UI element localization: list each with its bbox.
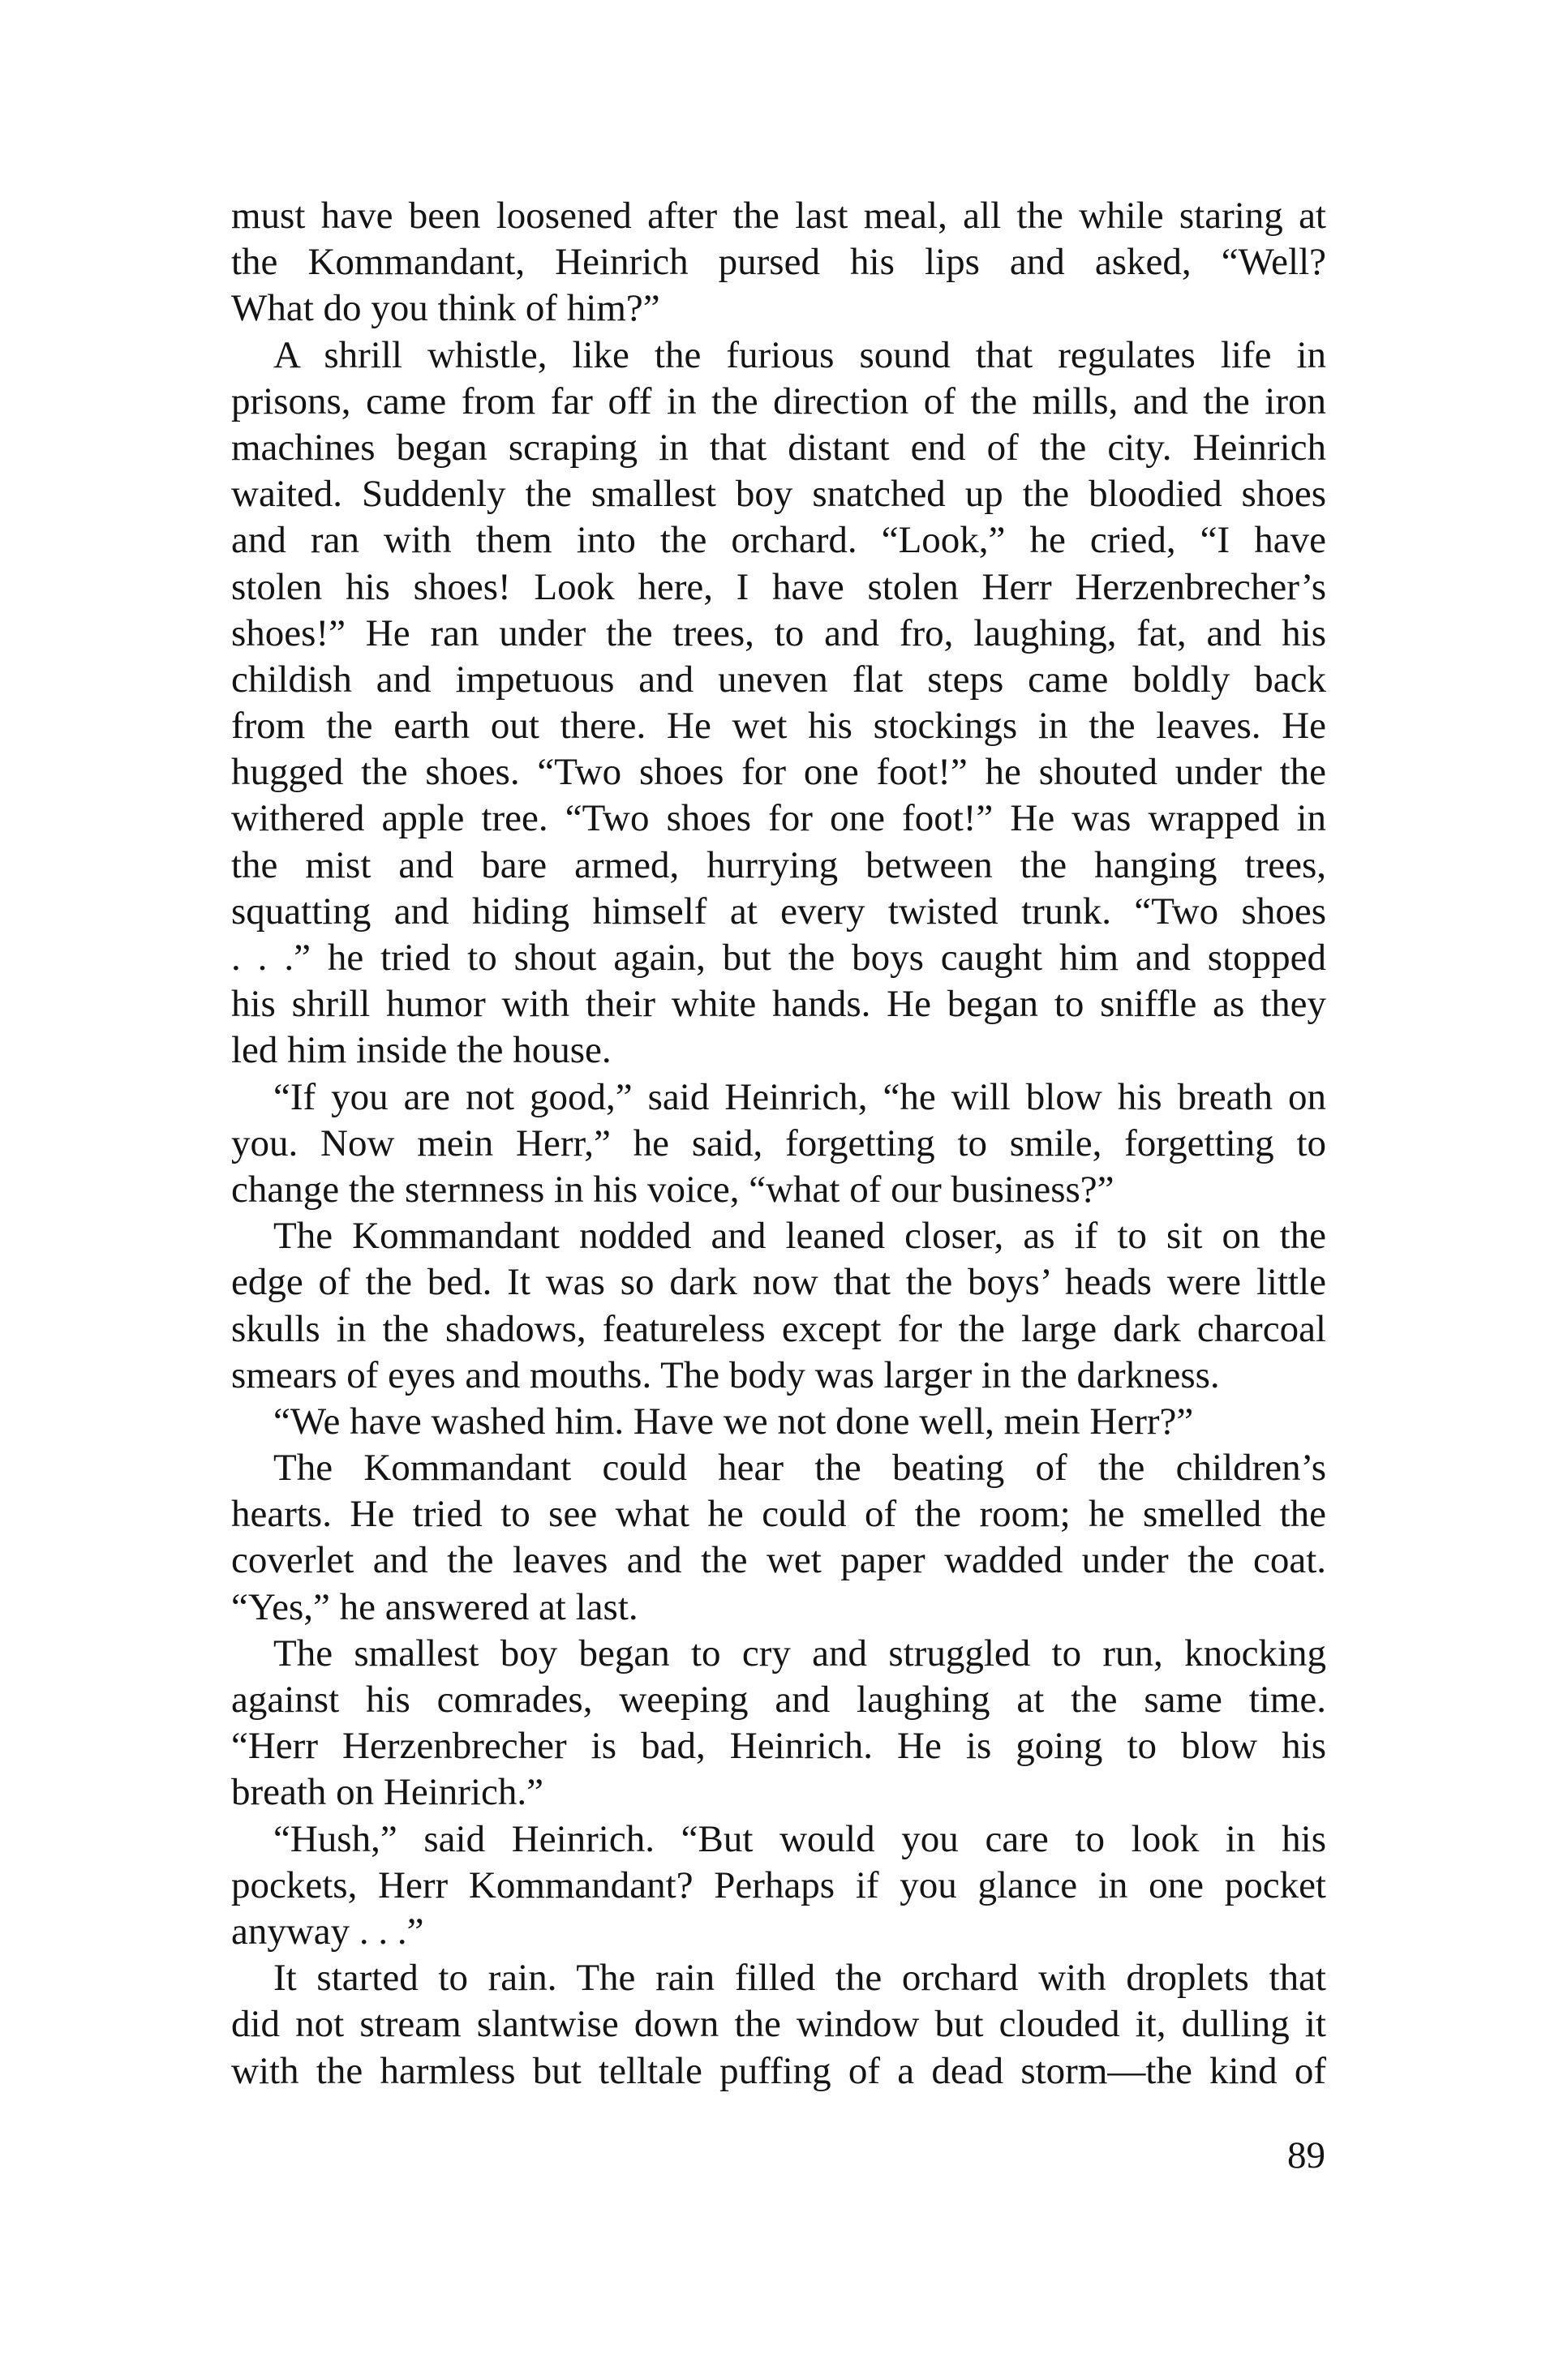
text-line: smears of eyes and mouths. The body was larger in the darkness. xyxy=(231,1353,1220,1396)
text-line: coverlet and the leaves and the wet paper wadded under the coat. xyxy=(231,1539,1326,1582)
text-line: led him inside the house. xyxy=(231,1029,612,1072)
text-line: against his comrades, weeping and laughing at the same time. xyxy=(231,1679,1326,1721)
paragraph-continues xyxy=(231,1955,1326,2095)
text-line: with the harmless but telltale puffing of a dead storm—the kind of xyxy=(231,2049,1326,2092)
paragraph xyxy=(231,1631,1326,1816)
paragraph xyxy=(231,1213,1326,1399)
text-line: “We have washed him. Have we not done well, mein Herr?” xyxy=(273,1400,1194,1443)
text-line: you. Now mein Herr,” he said, forgetting to smile, forgetting to xyxy=(231,1121,1326,1164)
text-line: The smallest boy began to cry and struggled to run, knocking xyxy=(273,1632,1326,1675)
paragraph xyxy=(231,1816,1326,1956)
text-line: “Hush,” said Heinrich. “But would you care to look in his xyxy=(273,1817,1326,1860)
text-line: stolen his shoes! Look here, I have stolen Herr Herzenbrecher’s xyxy=(231,565,1326,608)
text-line: squatting and hiding himself at every twisted trunk. “Two shoes xyxy=(231,890,1326,933)
text-line: “Yes,” he answered at last. xyxy=(231,1585,638,1628)
text-line: The Kommandant nodded and leaned closer, as if to sit on the xyxy=(273,1215,1326,1258)
text-line: childish and impetuous and uneven flat steps came boldly back xyxy=(231,658,1326,701)
text-line: machines began scraping in that distant end of the city. Heinrich xyxy=(231,426,1326,469)
text-line: skulls in the shadows, featureless except for the large dark charcoal xyxy=(231,1307,1326,1350)
text-line: anyway . . .” xyxy=(231,1910,424,1953)
text-line: hugged the shoes. “Two shoes for one foot!” he shouted under the xyxy=(231,751,1326,794)
text-line: his shrill humor with their white hands. He began to sniffle as they xyxy=(231,983,1326,1026)
text-line: waited. Suddenly the smallest boy snatched up the bloodied shoes xyxy=(231,473,1326,516)
text-line: shoes!” He ran under the trees, to and fro, laughing, fat, and his xyxy=(231,611,1326,654)
text-line: What do you think of him?” xyxy=(231,287,660,330)
text-line: did not stream slantwise down the window but clouded it, dulling it xyxy=(231,2003,1326,2046)
text-line: hearts. He tried to see what he could of the room; he smelled the xyxy=(231,1493,1326,1536)
paragraph-continued xyxy=(231,193,1326,332)
text-line: edge of the bed. It was so dark now that the boys’ heads were little xyxy=(231,1261,1326,1304)
text-line: The Kommandant could hear the beating of the children’s xyxy=(273,1447,1326,1490)
text-line: pockets, Herr Kommandant? Perhaps if you glance in one pocket xyxy=(231,1863,1326,1906)
text-line: must have been loosened after the last meal, all the while staring at xyxy=(231,195,1326,237)
body-text xyxy=(231,193,1326,2095)
text-line: “If you are not good,” said Heinrich, “he will blow his breath on xyxy=(273,1075,1326,1118)
page-number: 89 xyxy=(1287,2134,1325,2176)
text-line: A shrill whistle, like the furious sound that regulates life in xyxy=(273,333,1326,376)
text-line: withered apple tree. “Two shoes for one foot!” He was wrapped in xyxy=(231,797,1326,840)
text-line: from the earth out there. He wet his stockings in the leaves. He xyxy=(231,705,1326,748)
paragraph xyxy=(231,1399,1326,1445)
text-line: and ran with them into the orchard. “Look,” he cried, “I have xyxy=(231,519,1326,562)
text-line: the Kommandant, Heinrich pursed his lips and asked, “Well? xyxy=(231,241,1326,284)
text-line: prisons, came from far off in the direction of the mills, and the iron xyxy=(231,380,1326,422)
paragraph xyxy=(231,332,1326,1074)
paragraph xyxy=(231,1445,1326,1631)
text-line: It started to rain. The rain filled the orchard with droplets that xyxy=(273,1957,1326,2000)
text-line: change the sternness in his voice, “what of our business?” xyxy=(231,1168,1114,1211)
text-line: the mist and bare armed, hurrying between the hanging trees, xyxy=(231,843,1326,886)
text-line: “Herr Herzenbrecher is bad, Heinrich. He is going to blow his xyxy=(231,1725,1326,1768)
paragraph xyxy=(231,1074,1326,1214)
text-line: breath on Heinrich.” xyxy=(231,1771,543,1814)
text-line: . . .” he tried to shout again, but the boys caught him and stopped xyxy=(231,937,1326,979)
